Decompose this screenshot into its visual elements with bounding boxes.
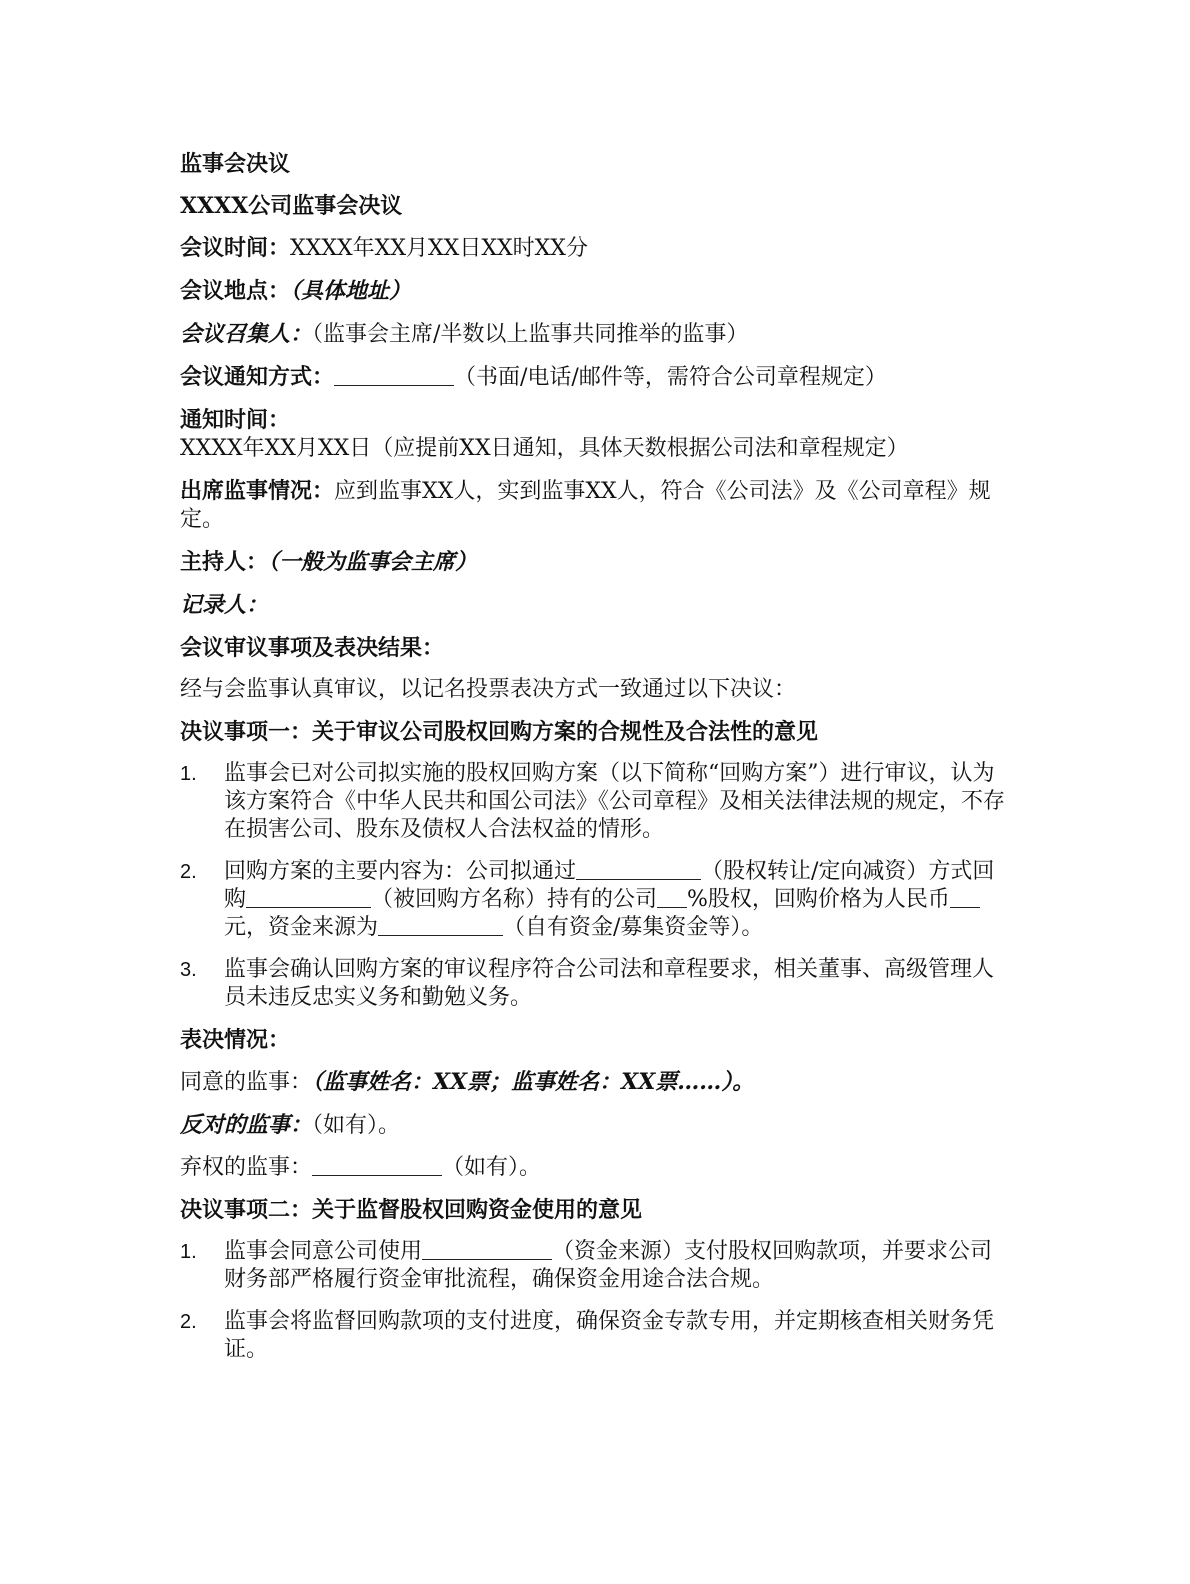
agenda-heading: 会议审议事项及表决结果： — [180, 635, 445, 661]
attendance-line — [180, 477, 1010, 534]
list-item-number: 2. — [180, 1311, 197, 1333]
document-page — [180, 150, 1010, 1378]
recorder-label: 记录人： — [180, 592, 269, 618]
item2-list — [180, 1238, 1010, 1364]
blank-line — [576, 859, 701, 880]
attendance-label: 出席监事情况： — [180, 478, 335, 504]
attendance-value: 应到监事XX人，实到监事XX人，符合《公司法》及《公司章程》规定。 — [180, 479, 991, 532]
vote-agree-line — [180, 1068, 1010, 1097]
item1-list — [180, 760, 1010, 1012]
host-label: 主持人： — [180, 549, 269, 575]
intro-text: 经与会监事认真审议，以记名投票表决方式一致通过以下决议： — [180, 677, 797, 702]
item2-heading: 决议事项二：关于监督股权回购资金使用的意见 — [180, 1197, 643, 1223]
vote-oppose-line — [180, 1111, 1010, 1140]
text-segment: （被回购方名称）持有的公司 — [371, 887, 658, 912]
convener-value: （监事会主席/半数以上监事共同推举的监事） — [312, 322, 749, 347]
list-item-text: 监事会确认回购方案的审议程序符合公司法和章程要求，相关董事、高级管理人员未违反忠实义务和勤勉义务。 — [224, 957, 995, 1010]
host-line — [180, 548, 1010, 577]
vote-oppose-label: 反对的监事： — [180, 1112, 313, 1138]
document-title: 监事会决议 — [180, 151, 291, 177]
notice-time-label: 通知时间： — [180, 407, 291, 433]
list-item-number: 1. — [180, 1241, 197, 1263]
notice-time-value: XXXX年XX月XX日（应提前XX日通知，具体天数根据公司法和章程规定） — [180, 436, 909, 461]
blank-line — [422, 1239, 552, 1260]
meeting-place-line — [180, 277, 1010, 306]
recorder-line — [180, 591, 1010, 620]
document-subtitle: XXXX公司监事会决议 — [180, 193, 403, 219]
convener-label: 会议召集人： — [180, 321, 313, 347]
text-segment: 回购方案的主要内容为：公司拟通过 — [224, 859, 577, 884]
vote-agree-label: 同意的监事： — [180, 1070, 313, 1095]
list-item — [180, 858, 1010, 942]
vote-agree-value: （监事姓名：XX票；监事姓名：XX票……）。 — [312, 1069, 755, 1095]
list-item — [180, 956, 1010, 1012]
list-item-text: 监事会将监督回购款项的支付进度，确保资金专款专用，并定期核查相关财务凭证。 — [224, 1309, 995, 1362]
blank-line — [657, 887, 687, 908]
list-item-text — [224, 1238, 1010, 1294]
list-item-text — [224, 858, 1010, 942]
blank-line — [246, 887, 371, 908]
text-segment: 元，资金来源为 — [224, 915, 379, 940]
vote-abstain-label: 弃权的监事： — [180, 1155, 313, 1180]
blank-line — [378, 915, 503, 936]
list-item-number: 2. — [180, 861, 197, 883]
text-segment: 监事会同意公司使用 — [224, 1239, 423, 1264]
list-item-number: 3. — [180, 959, 197, 981]
list-item-number: 1. — [180, 763, 197, 785]
host-value: （一般为监事会主席） — [268, 549, 478, 575]
vote-oppose-value: （如有）。 — [312, 1113, 401, 1138]
text-segment: （资金来源）支付股权回购款项，并要求公司财务部严格履行资金审批流程，确保资金用途合法合规。 — [224, 1239, 993, 1292]
notice-method-value: （书面/电话/邮件等，需符合公司章程规定） — [454, 365, 887, 390]
list-item — [180, 760, 1010, 844]
vote-abstain-value: （如有）。 — [442, 1155, 542, 1180]
text-segment: （自有资金/募集资金等）。 — [503, 915, 764, 940]
notice-method-line — [180, 363, 1010, 392]
meeting-place-value: （具体地址） — [290, 278, 412, 304]
list-item — [180, 1308, 1010, 1364]
list-item — [180, 1238, 1010, 1294]
notice-time-line — [180, 406, 1010, 463]
vote-abstain-line — [180, 1154, 1010, 1182]
text-segment: %股权，回购价格为人民币 — [687, 887, 950, 912]
notice-method-blank — [334, 365, 454, 386]
list-item-text: 监事会已对公司拟实施的股权回购方案（以下简称“回购方案”）进行审议，认为该方案符合《中华人民共和国公司法》《公司章程》及相关法律法规的规定，不存在损害公司、股东及债权人合法权益的情形。 — [224, 761, 1006, 842]
meeting-place-label: 会议地点： — [180, 278, 291, 304]
meeting-time-label: 会议时间： — [180, 235, 291, 261]
item1-heading: 决议事项一：关于审议公司股权回购方案的合规性及合法性的意见 — [180, 719, 819, 745]
text-segment: （股权转让/定向减资）方式回购 — [224, 859, 995, 912]
meeting-time-line — [180, 234, 1010, 263]
notice-method-label: 会议通知方式： — [180, 364, 335, 390]
abstain-blank — [312, 1155, 442, 1176]
blank-line — [950, 887, 980, 908]
convener-line — [180, 320, 1010, 349]
meeting-time-value: XXXX年XX月XX日XX时XX分 — [290, 236, 588, 261]
vote-heading: 表决情况： — [180, 1027, 291, 1053]
